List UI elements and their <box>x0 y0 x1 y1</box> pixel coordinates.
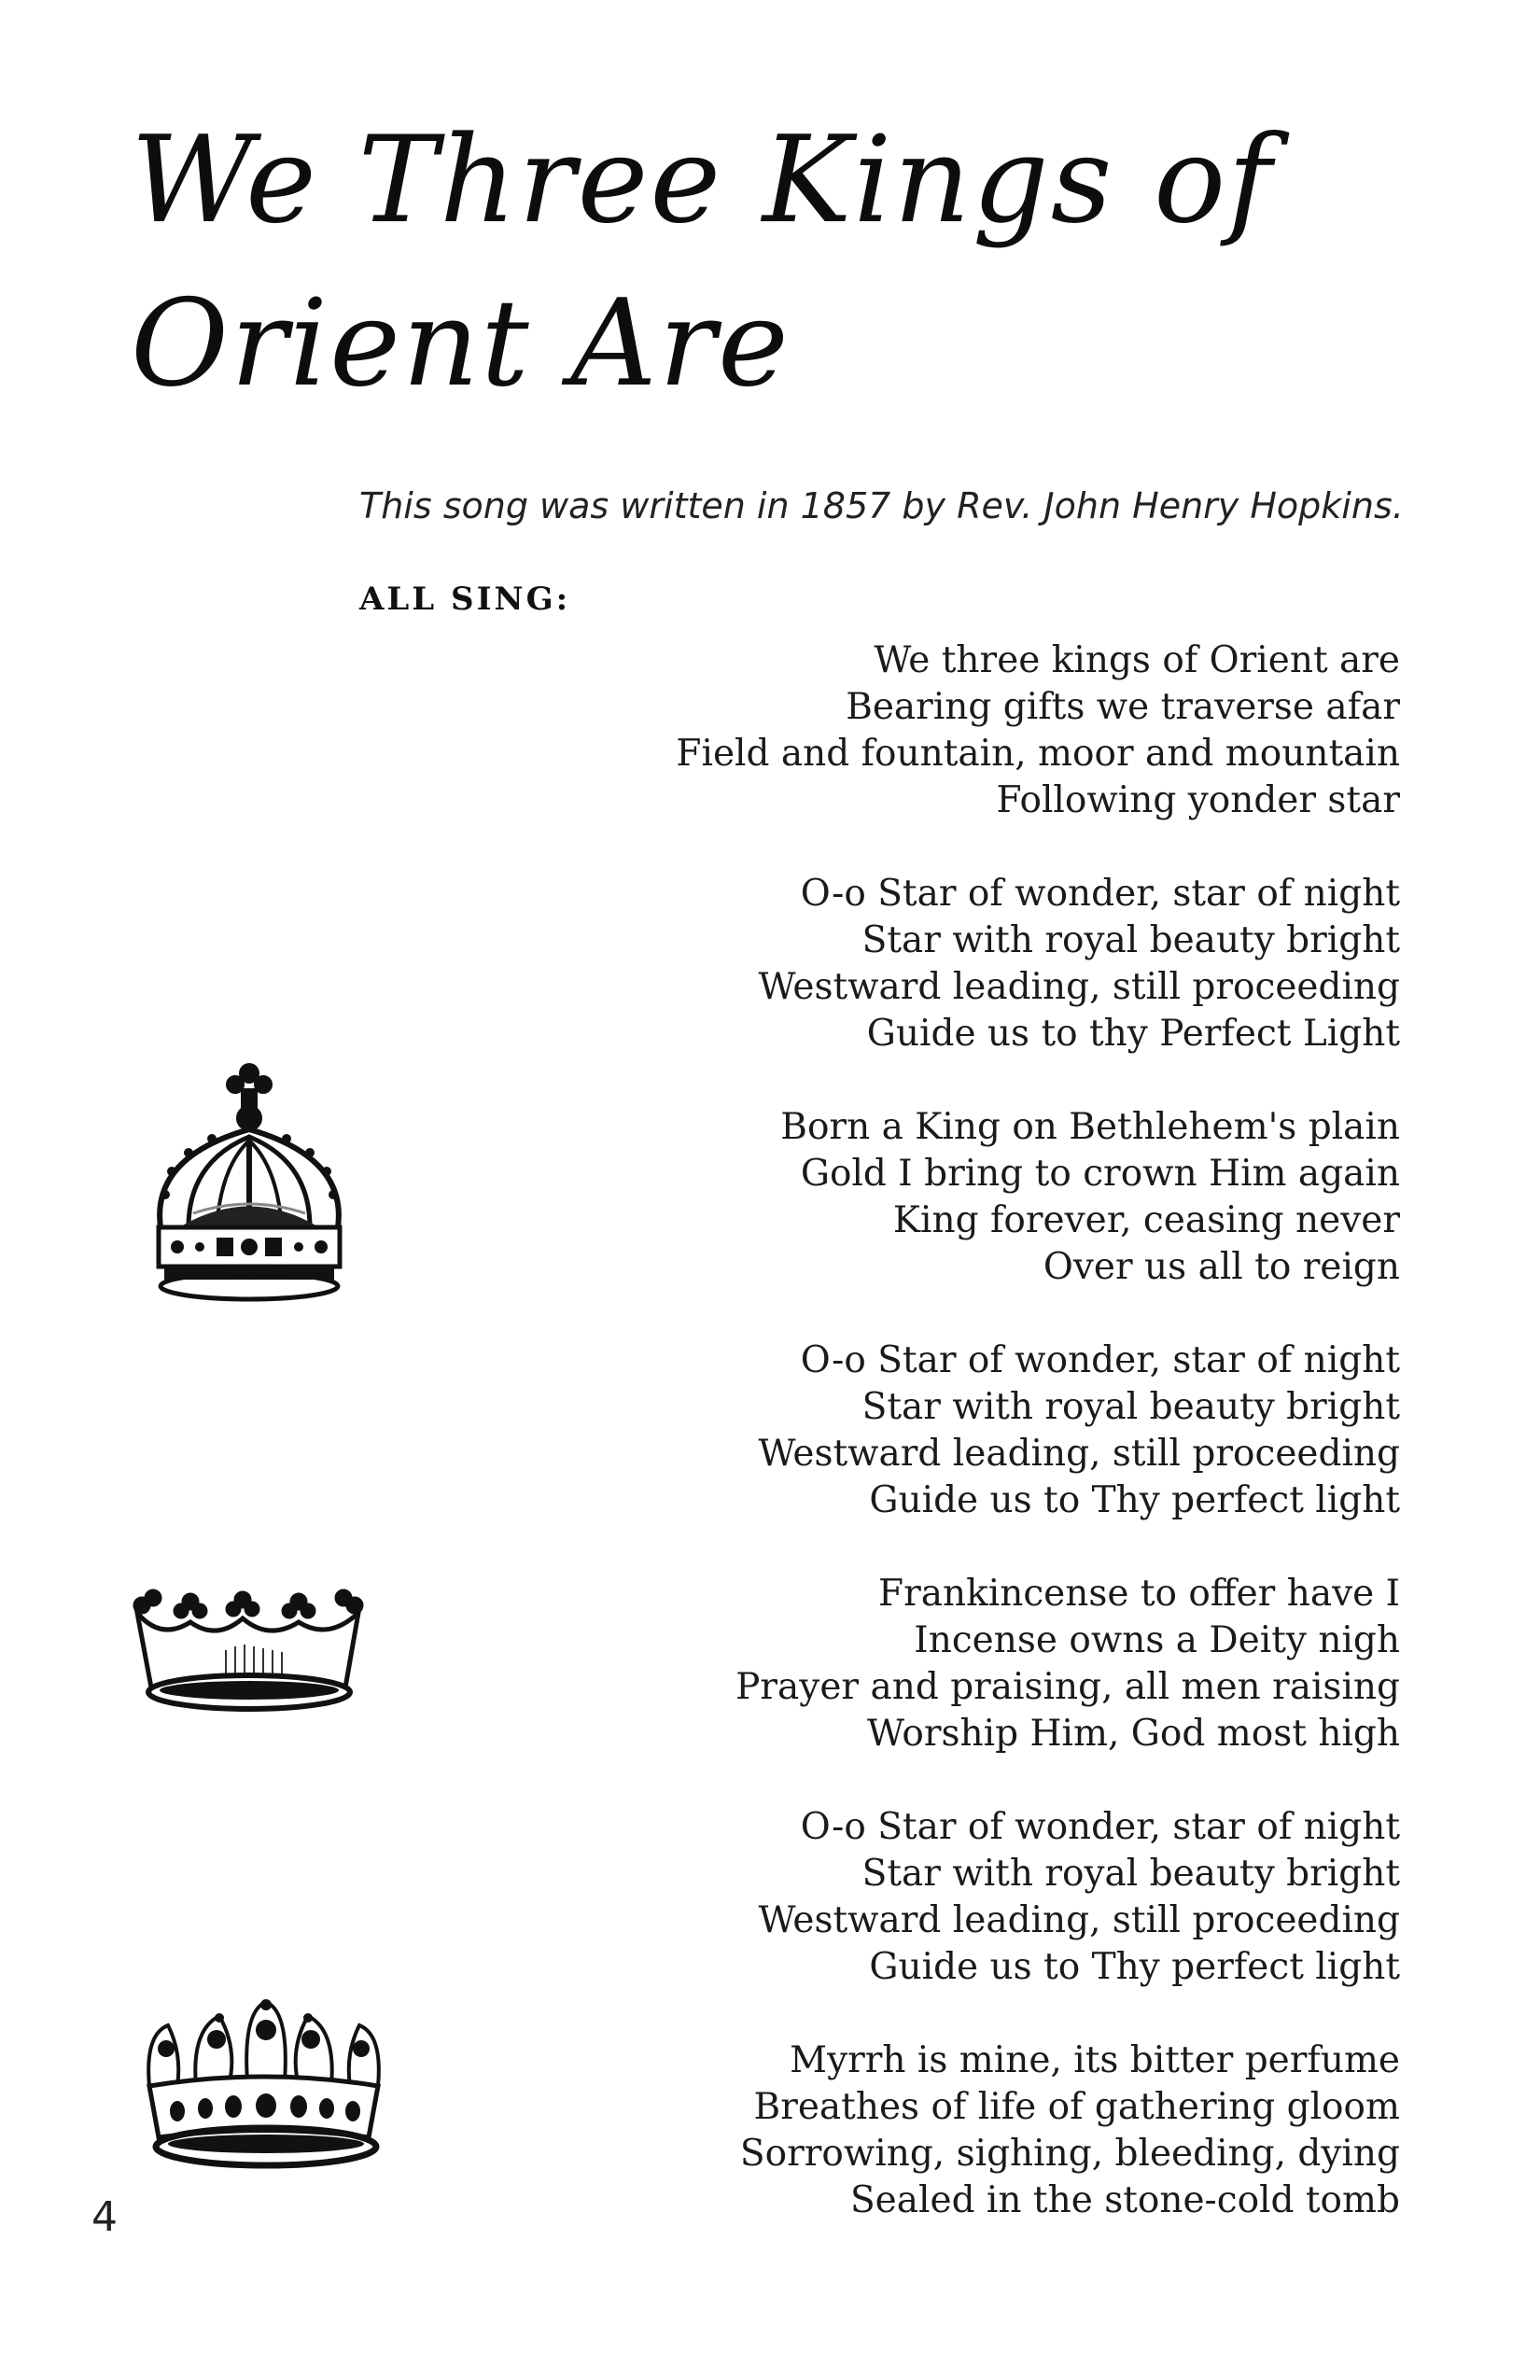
lyric-line: Star with royal beauty bright <box>861 1853 1400 1895</box>
lyric-line: Prayer and praising, all men raising <box>735 1666 1400 1708</box>
lyric-line: Myrrh is mine, its bitter perfume <box>790 2039 1400 2081</box>
chorus-stanza-2 <box>758 1337 1400 1524</box>
verse-stanza-1 <box>676 637 1400 824</box>
lyric-line: Sealed in the stone-cold tomb <box>849 2179 1400 2221</box>
lyric-line: Star with royal beauty bright <box>861 1386 1400 1428</box>
lyric-line: We three kings of Orient are <box>874 639 1400 681</box>
lyric-line: O-o Star of wonder, star of night <box>800 873 1400 915</box>
verse-stanza-4 <box>740 2037 1400 2224</box>
lyric-line: Westward leading, still proceeding <box>758 966 1400 1008</box>
song-attribution: This song was written in 1857 by Rev. John Henry Hopkins. <box>359 485 1404 526</box>
lyric-line: O-o Star of wonder, star of night <box>800 1806 1400 1848</box>
lyric-line: King forever, ceasing never <box>892 1199 1400 1241</box>
all-sing-label: ALL SING: <box>359 581 571 618</box>
lyric-line: Star with royal beauty bright <box>861 919 1400 961</box>
low-crown-icon <box>123 1585 375 1720</box>
lyric-line: Worship Him, God most high <box>866 1713 1400 1755</box>
song-title-line-1: We Three Kings of <box>131 111 1274 250</box>
chorus-stanza-1 <box>758 871 1400 1057</box>
lyric-line: Guide us to Thy perfect light <box>869 1479 1400 1521</box>
lyric-line: O-o Star of wonder, star of night <box>800 1339 1400 1381</box>
lyric-line: Guide us to thy Perfect Light <box>866 1013 1400 1055</box>
lyric-line: Sorrowing, sighing, bleeding, dying <box>739 2133 1400 2175</box>
lyric-line: Following yonder star <box>996 779 1400 821</box>
song-title-line-2: Orient Are <box>131 274 791 413</box>
lyric-line: Breathes of life of gathering gloom <box>753 2086 1400 2128</box>
lyric-line: Guide us to Thy perfect light <box>869 1946 1400 1988</box>
verse-stanza-2 <box>780 1104 1400 1291</box>
lyric-line: Incense owns a Deity nigh <box>914 1619 1400 1661</box>
chorus-stanza-3 <box>758 1804 1400 1991</box>
verse-stanza-3 <box>735 1571 1400 1757</box>
lyric-line: Westward leading, still proceeding <box>758 1899 1400 1941</box>
lyric-line: Frankincense to offer have I <box>878 1573 1400 1615</box>
lyric-line: Field and fountain, moor and mountain <box>676 733 1400 775</box>
lyric-line: Born a King on Bethlehem's plain <box>780 1106 1400 1148</box>
lyric-line: Westward leading, still proceeding <box>758 1433 1400 1475</box>
ornate-crown-icon <box>140 1997 387 2175</box>
page-number: 4 <box>91 2193 118 2241</box>
lyric-line: Bearing gifts we traverse afar <box>846 686 1400 728</box>
lyric-line: Over us all to reign <box>1043 1246 1400 1288</box>
lyric-line: Gold I bring to crown Him again <box>800 1153 1400 1195</box>
imperial-crown-icon <box>123 1055 375 1311</box>
